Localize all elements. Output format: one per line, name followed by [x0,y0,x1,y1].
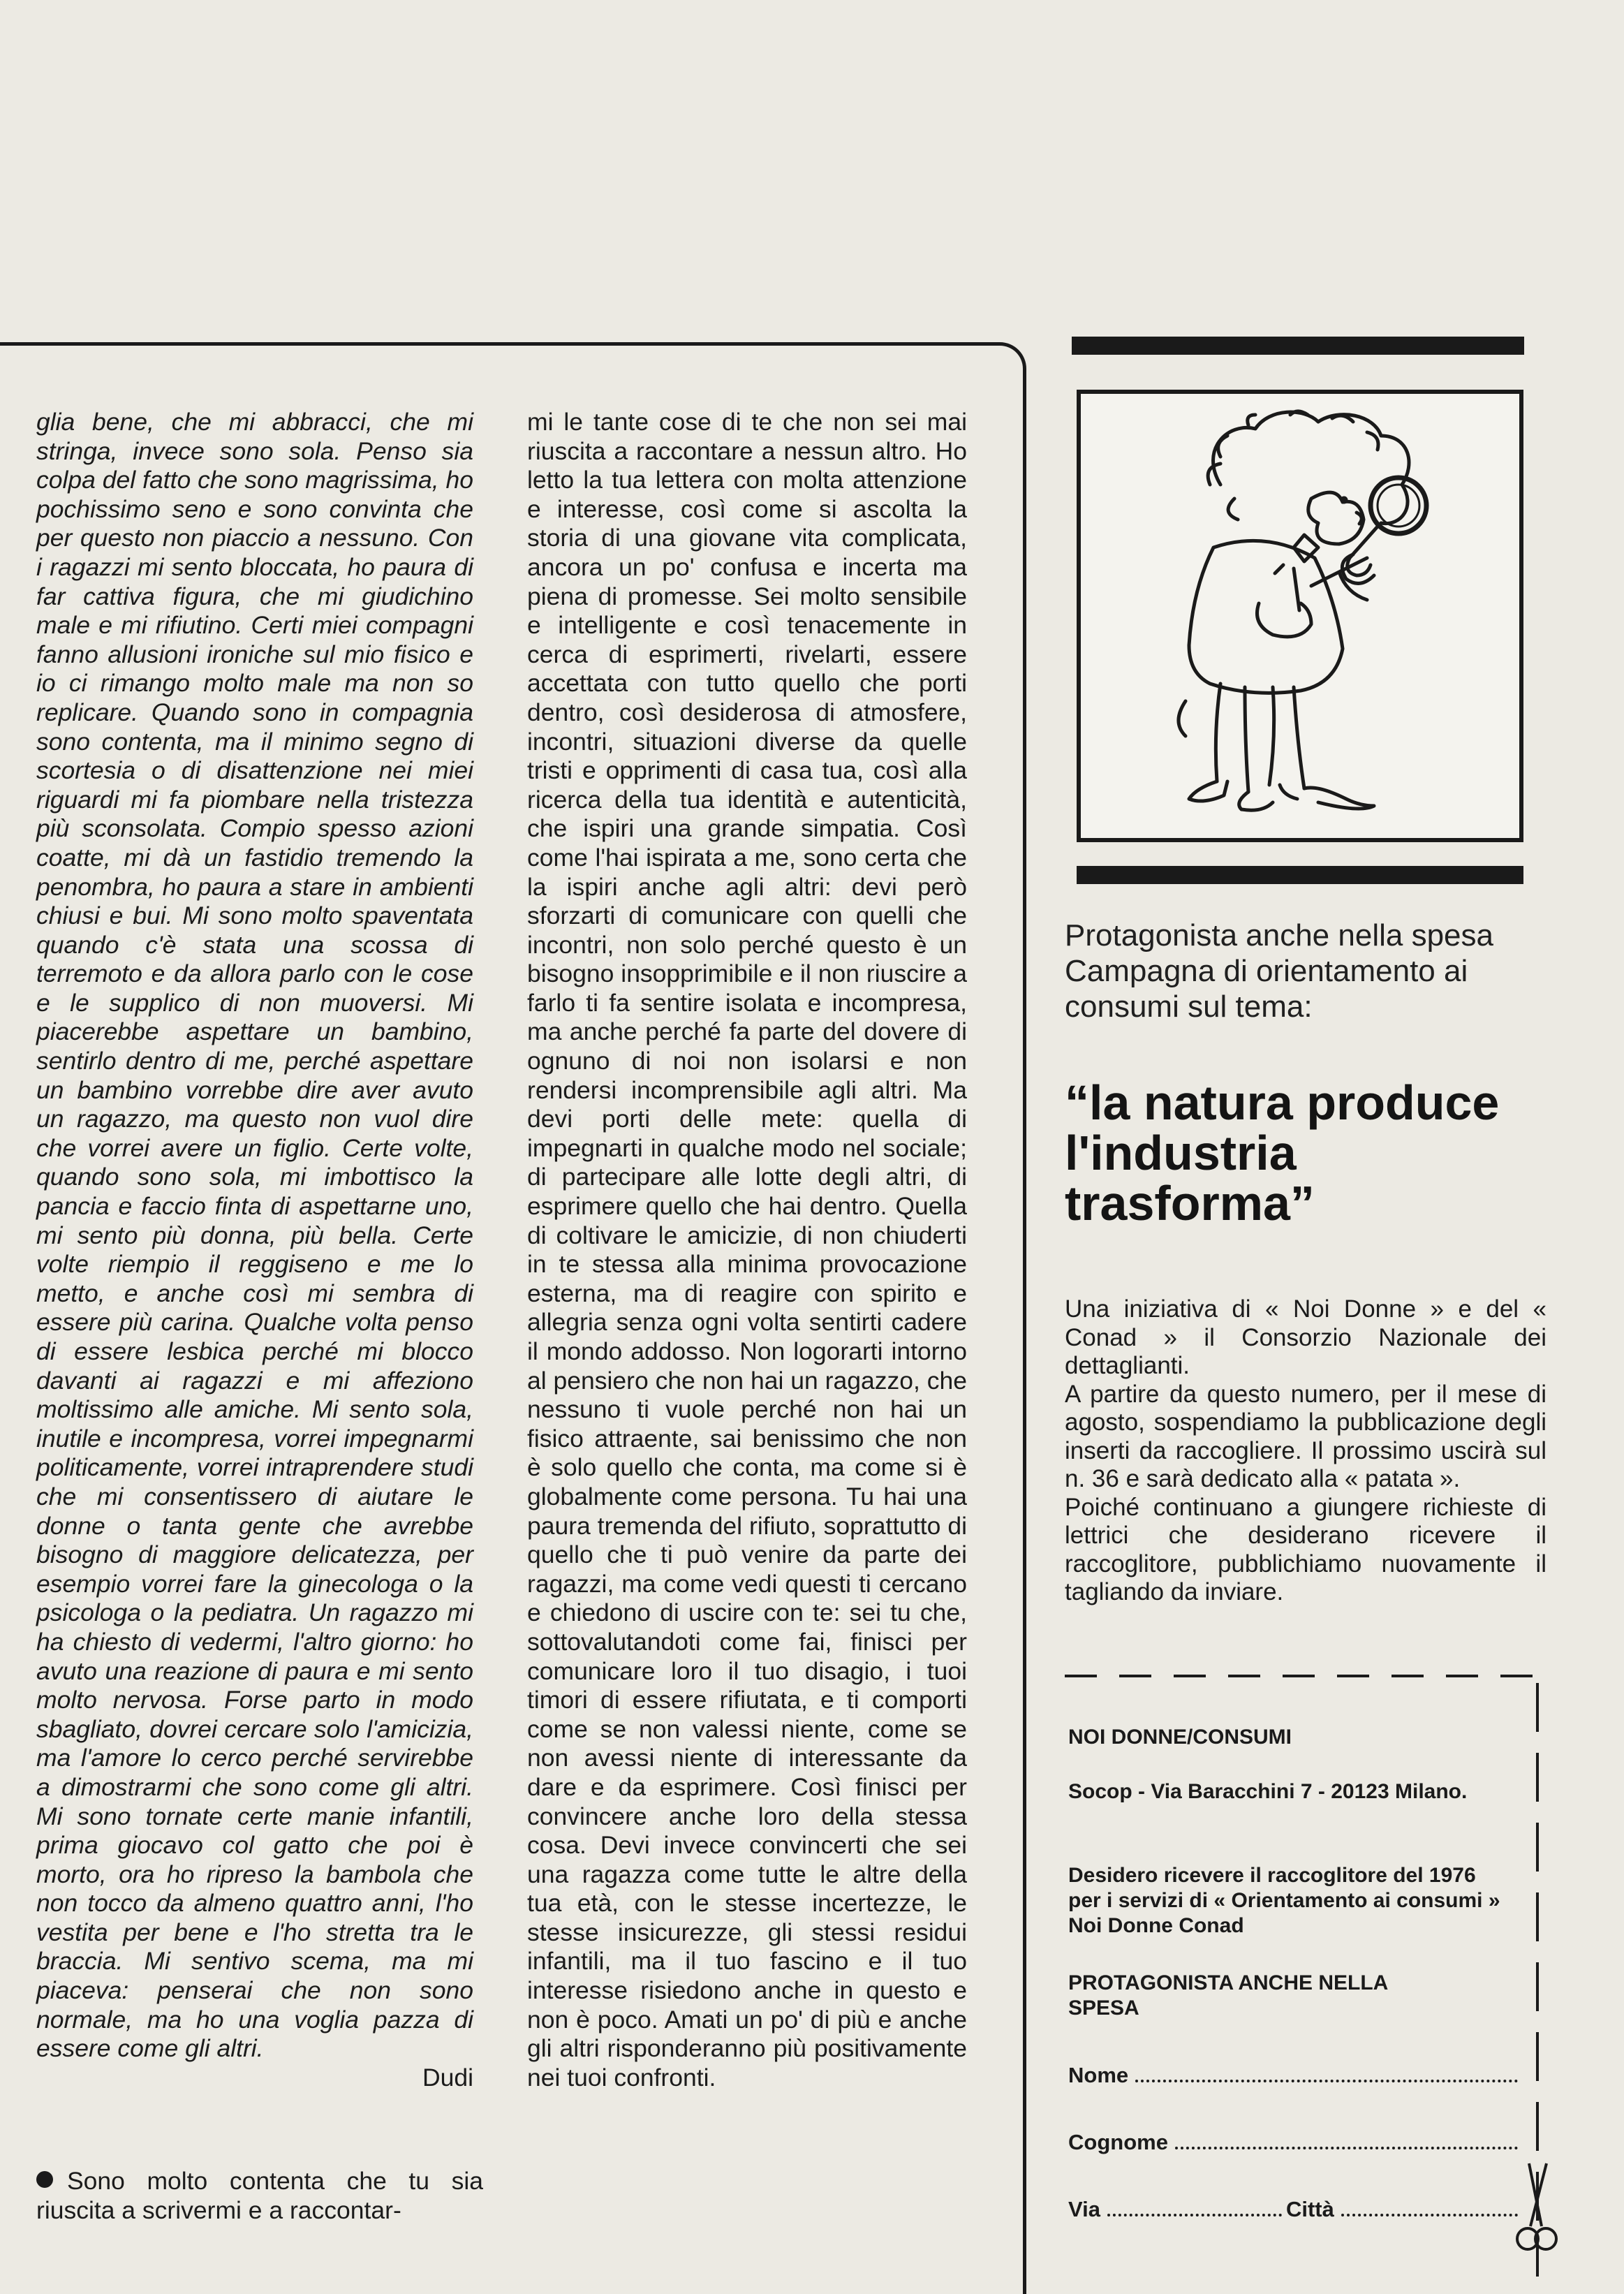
campaign-slogan: “la natura produce l'industria trasforma” [1065,1075,1500,1230]
bottom-rule [1077,866,1523,884]
intro-paragraph: A partire da questo numero, per il mese di agosto, sospendiamo la pubblicazione degli inserti da raccogliere. Il prossimo uscirà sul n. 36 e sarà dedicato alla « patata ». [1065,1380,1547,1492]
coupon-address-field[interactable] [1068,2194,1522,2222]
reply-start [36,2167,483,2225]
reply-column-2 [527,408,967,2092]
coupon-request: Desidero ricevere il raccoglitore del 1976 per i servizi di « Orientamento ai consumi » Noi Donne Conad [1068,1864,1500,1937]
coupon-surname-field[interactable] [1068,2127,1522,2155]
name-label: Nome [1068,2063,1129,2087]
letter-text: glia bene, che mi abbracci, che mi stringa, invece sono sola. Penso sia colpa del fatto che sono magrissima, ho pochissimo seno e sono convinta che per questo non piaccio a nessuno. Con i ragazzi mi sento bloccata, ho paura di far cattiva figura, che mi giudichino male e mi rifiutino. Certi miei compagni fanno allusioni ironiche sul mio fisico e io ci rimango molto male ma non so replicare. Quando sono in compagnia sono contenta, ma il minimo segno di scortesia o di disattenzione nei miei riguardi mi fa piombare nella tristezza più sconsolata. Compio spesso azioni coatte, mi dà un fastidio tremendo la penombra, ho paura a stare in ambienti chiusi e bui. Mi sono molto spaventata quando c'è stata una scossa di terremoto e da allora parlo con le cose e le supplico di non muoversi. Mi piacerebbe aspettare un bambino, sentirlo dentro di me, perché aspettare un bambino vorrebbe dire aver avuto un ragazzo, ma questo non vuol dire che vorrei avere un figlio. Certe volte, quando sono sola, mi imbottisco la pancia e faccio finta di aspettarne uno, mi sento più donna, più bella. Certe volte riempio il reggiseno e me lo metto, e anche così mi sembra di essere più carina. Qualche volta penso di essere lesbica perché mi blocco davanti ai ragazzi e mi affeziono moltissimo alle amiche. Mi sento sola, inutile e incompresa, vorrei impegnarmi politicamente, vorrei intraprendere studi che mi consentissero di aiutare le donne o tanta gente che avrebbe bisogno di maggiore delicatezza, per esempio vorrei fare la ginecologa o la psicologa o la pediatra. Un ragazzo mi ha chiesto di vedermi, l'altro giorno: ho avuto una reazione di paura e mi sento molto nervosa. Forse parto in modo sbagliato, dovrei cercare solo l'amicizia, ma l'amore lo cerco perché servirebbe a dimostrarmi che sono come gli altri. Mi sono tornate certe manie infantili, prima giocavo col gatto che poi è morto, ora ho ripreso la bambola che non tocco da almeno quattro anni, l'ho vestita per bene e l'ho stretta tra le braccia. Mi sentivo scema, ma mi piaceva: penserai che non sono normale, ma ho una voglia pazza di essere come gli altri. [36,408,473,2063]
reply-text: mi le tante cose di te che non sei mai riuscita a raccontare a nessun altro. Ho letto la tua lettera con molta attenzione e interesse, così come si ascolta la storia di una giovane vita complicata, ancora un po' confusa e incerta ma piena di promesse. Sei molto sensibile e intelligente e così tenacemente in cerca di esprimerti, rivelarti, essere accettata con tutto quello che porti dentro, così desiderosa di atmosfere, incontri, situazioni diverse da quelle tristi e opprimenti di casa tua, così alla ricerca della tua identità e autenticità, che ispiri una grande simpatia. Così come l'hai ispirata a me, sono certa che la ispiri anche agli altri: devi però sforzarti di comunicare con quelli che incontri, non solo perché questo è un bisogno insopprimibile e il non riuscire a farlo ti fa sentire isolata e incompresa, ma anche perché fa parte del dovere di ognuno di noi non isolarsi e non rendersi incomprensibile agli altri. Ma devi porti delle mete: quella di impegnarti in qualche modo nel sociale; di partecipare alle lotte degli altri, di esprimere quello che hai dentro. Quella di coltivare le amicizie, di non chiuderti in te stessa alla minima provocazione esterna, ma di reagire con spirito e allegria senza ogni volta sentirti cadere il mondo addosso. Non logorarti intorno al pensiero che non hai un ragazzo, che nessuno ti vuole perché non hai un fisico attraente, sai benissimo che non è solo quello che conta, ma come si è globalmente come persona. Tu hai una paura tremenda del rifiuto, soprattutto di quello che ti può venire da parte dei ragazzi, ma come vedi questi ti cercano e chiedono di uscire con te: sei tu che, sottovalutandoti come fai, finisci per comunicare loro il tuo disagio, i tuoi timori di essere rifiutata, e ti comporti come se non valessi niente, come se non avessi niente di interessante da dare e da esprimere. Così finisci per convincere anche loro della stessa cosa. Devi invece convincerti che sei una ragazza come tutte le altre della tua età, con le stesse incertezze, le stesse insicurezze, gli stessi residui infantili, ma il tuo fascino e il tuo interesse risiedono anche in questo e non è poco. Amati un po' di più e anche gli altri risponderanno più positivamente nei tuoi confronti. [527,408,967,2091]
campaign-intro [1065,1295,1547,1607]
intro-paragraph: Una iniziativa di « Noi Donne » e del « Conad » il Consorzio Nazionale dei dettaglianti. [1065,1295,1547,1379]
coupon-title: NOI DONNE/CONSUMI [1068,1726,1292,1749]
top-rule [1072,337,1524,355]
reply-start-text: Sono molto contenta che tu sia riuscita a scrivermi e a raccontar- [36,2167,483,2224]
intro-paragraph: Poiché continuano a giungere richieste di lettrici che desiderano ricevere il raccoglitore, pubblichiamo nuovamente il tagliando da inviare. [1065,1493,1547,1605]
letter-signature: Dudi [422,2063,473,2091]
street-line[interactable] [1107,2213,1282,2216]
name-line[interactable] [1135,2079,1518,2082]
woman-with-magnifying-glass-illustration [1081,394,1519,838]
city-label: Città [1285,2197,1334,2221]
street-label: Via [1068,2197,1100,2221]
campaign-subtitle: Protagonista anche nella spesa Campagna di orientamento ai consumi sul tema: [1065,918,1493,1024]
coupon-cut-line [1065,1675,1545,1677]
illustration-frame [1077,390,1523,842]
coupon-name-field[interactable] [1068,2060,1522,2088]
bullet-icon [36,2171,53,2188]
surname-line[interactable] [1175,2146,1518,2149]
scissors-icon [1508,2156,1564,2261]
city-line[interactable] [1341,2213,1518,2216]
coupon-campaign: PROTAGONISTA ANCHE NELLA SPESA [1068,1971,1388,2020]
letter-column-1 [36,408,473,2092]
coupon-address: Socop - Via Baracchini 7 - 20123 Milano. [1068,1780,1468,1803]
surname-label: Cognome [1068,2130,1168,2154]
